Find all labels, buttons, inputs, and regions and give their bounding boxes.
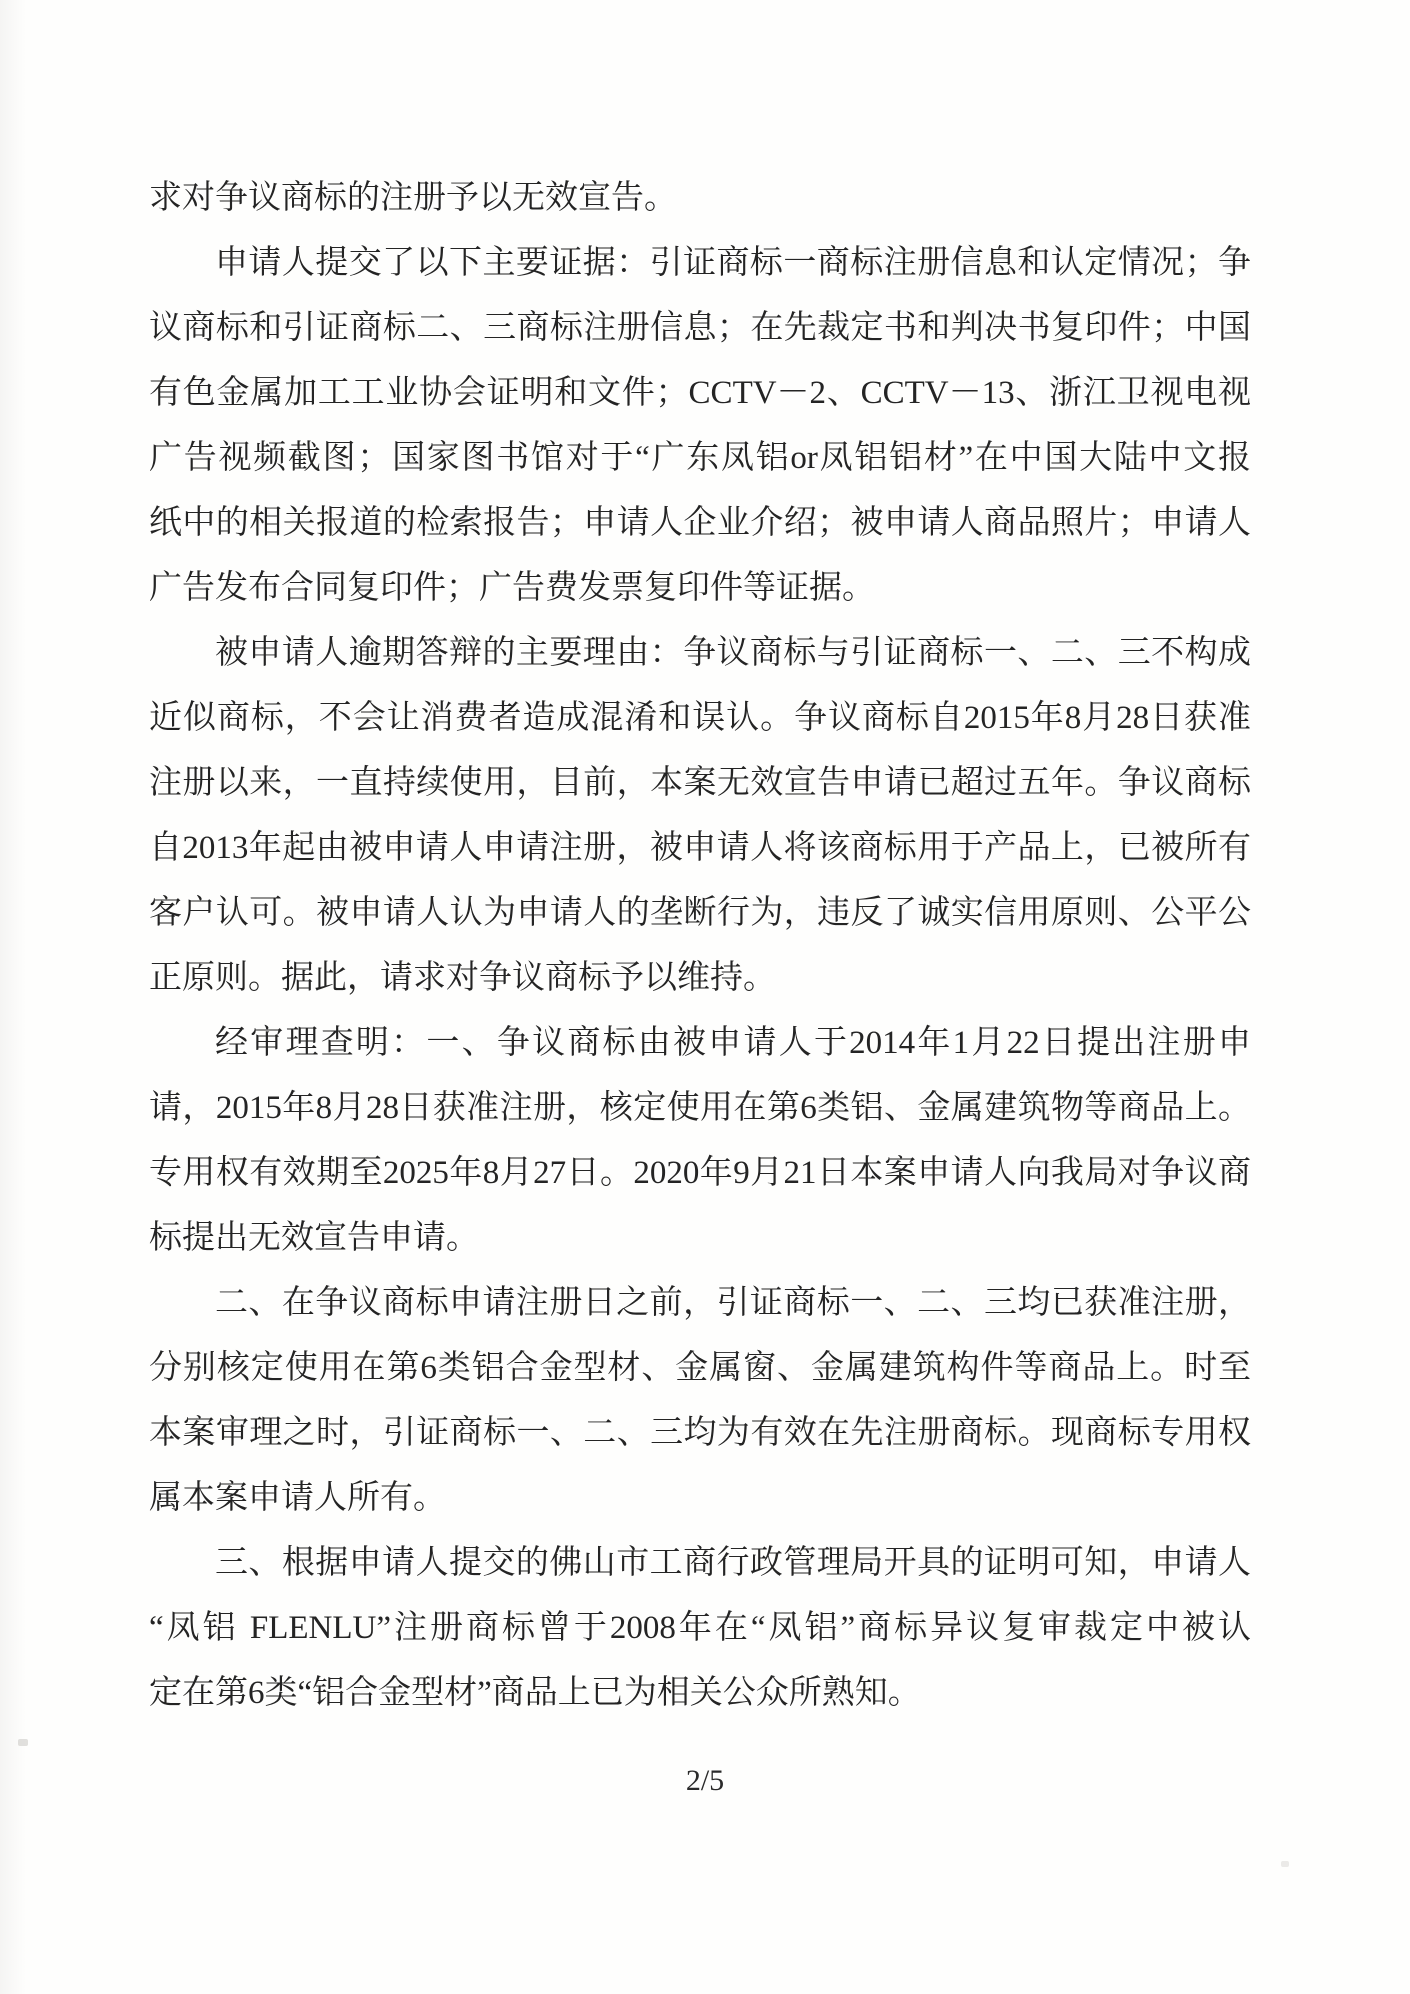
body-line: “凤铝 FLENLU”注册商标曾于2008年在“凤铝”商标异议复审裁定中被认 <box>149 1610 1251 1646</box>
body-line: 属本案申请人所有。 <box>149 1480 446 1516</box>
body-line: 客户认可。被申请人认为申请人的垄断行为，违反了诚实信用原则、公平公 <box>149 895 1251 931</box>
page-number: 2/5 <box>685 1764 725 1797</box>
body-line: 正原则。据此，请求对争议商标予以维持。 <box>149 960 776 996</box>
body-line: 三、根据申请人提交的佛山市工商行政管理局开具的证明可知，申请人 <box>215 1545 1251 1581</box>
body-line: 纸中的相关报道的检索报告；申请人企业介绍；被申请人商品照片；申请人 <box>149 505 1251 541</box>
scan-speck <box>18 1739 28 1746</box>
scan-edge-shadow <box>0 0 26 1994</box>
body-line: 经审理查明：一、争议商标由被申请人于2014年1月22日提出注册申 <box>215 1025 1251 1061</box>
body-line: 二、在争议商标申请注册日之前，引证商标一、二、三均已获准注册， <box>215 1285 1251 1321</box>
body-line: 请，2015年8月28日获准注册，核定使用在第6类铝、金属建筑物等商品上。 <box>149 1090 1251 1126</box>
body-line: 被申请人逾期答辩的主要理由：争议商标与引证商标一、二、三不构成 <box>215 635 1251 671</box>
body-line: 自2013年起由被申请人申请注册，被申请人将该商标用于产品上，已被所有 <box>149 830 1251 866</box>
document-body <box>149 166 1251 1726</box>
body-line: 近似商标，不会让消费者造成混淆和误认。争议商标自2015年8月28日获准 <box>149 700 1251 736</box>
body-line: 注册以来，一直持续使用，目前，本案无效宣告申请已超过五年。争议商标 <box>149 765 1251 801</box>
body-line: 广告视频截图；国家图书馆对于“广东凤铝or凤铝铝材”在中国大陆中文报 <box>149 440 1251 476</box>
body-line: 定在第6类“铝合金型材”商品上已为相关公众所熟知。 <box>149 1675 921 1711</box>
body-line: 分别核定使用在第6类铝合金型材、金属窗、金属建筑构件等商品上。时至 <box>149 1350 1251 1386</box>
body-line: 有色金属加工工业协会证明和文件；CCTV－2、CCTV－13、浙江卫视电视 <box>149 375 1251 411</box>
body-line: 专用权有效期至2025年8月27日。2020年9月21日本案申请人向我局对争议商 <box>149 1155 1251 1191</box>
scan-speck <box>1281 1861 1289 1867</box>
body-line: 本案审理之时，引证商标一、二、三均为有效在先注册商标。现商标专用权 <box>149 1415 1251 1451</box>
body-line: 标提出无效宣告申请。 <box>149 1220 479 1256</box>
body-line: 申请人提交了以下主要证据：引证商标一商标注册信息和认定情况；争 <box>215 245 1251 281</box>
body-line: 议商标和引证商标二、三商标注册信息；在先裁定书和判决书复印件；中国 <box>149 310 1251 346</box>
body-line: 广告发布合同复印件；广告费发票复印件等证据。 <box>149 570 875 606</box>
body-line: 求对争议商标的注册予以无效宣告。 <box>149 180 677 216</box>
